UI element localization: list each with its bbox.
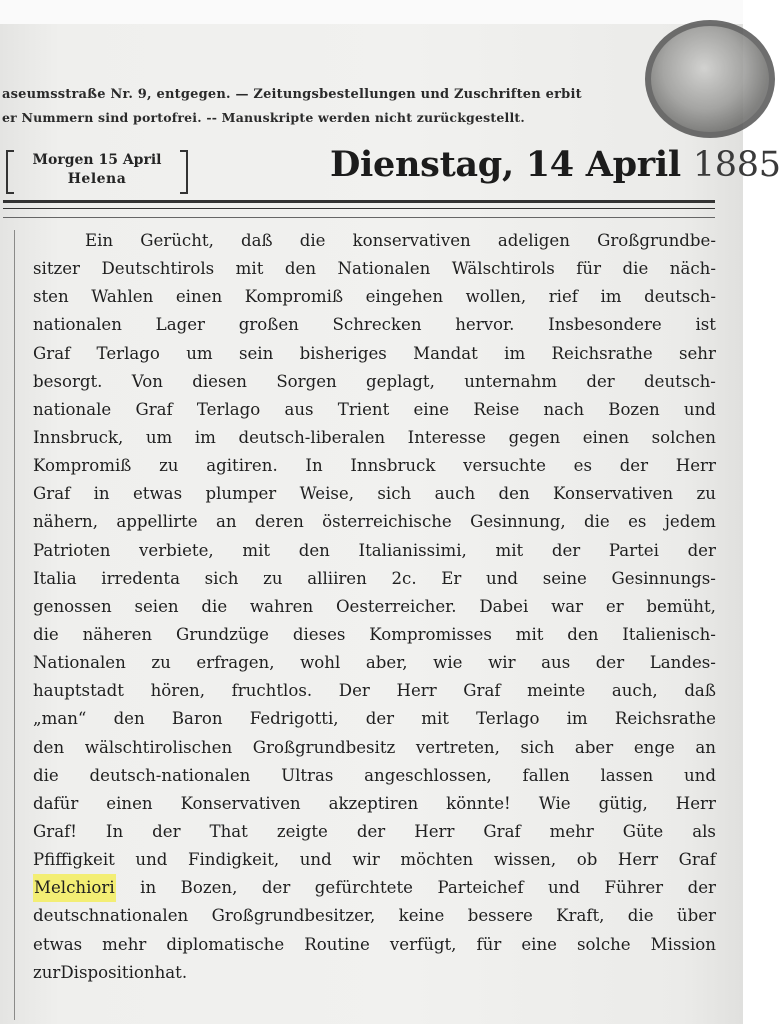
right-bracket <box>180 150 188 194</box>
article-line: nationalen Lager großen Schrecken hervor. Insbesondere ist <box>33 315 716 335</box>
article-line: dafür einen Konservativen akzeptiren könnte! Wie gütig, Herr <box>33 793 716 813</box>
publisher-notice-line-2: er Nummern sind portofrei. -- Manuskripte werden nicht zurückgestellt. <box>2 110 525 125</box>
issue-year: 1885 <box>692 145 781 185</box>
article-line: sten Wahlen einen Kompromiß eingehen wollen, rief im deutsch- <box>33 287 716 307</box>
heading-rule-thin <box>3 208 715 209</box>
article-line: Patrioten verbiete, mit den Italianissimi, mit der Partei der <box>33 540 716 560</box>
article-line: Nationalen zu erfragen, wohl aber, wie wir aus der Landes- <box>33 653 716 673</box>
article-line: Italia irredenta sich zu alliiren 2c. Er und seine Gesinnungs- <box>33 568 716 588</box>
article-line: zurDispositionhat. <box>33 962 188 982</box>
issue-weekday-date: Dienstag, 14 April <box>330 144 681 185</box>
article-line: die deutsch-nationalen Ultras angeschlossen, fallen lassen und <box>33 765 716 785</box>
article-line: hauptstadt hören, fruchtlos. Der Herr Graf meinte auch, daß <box>33 681 716 701</box>
next-day-date: Morgen 15 April <box>32 152 162 168</box>
article-line: Graf in etwas plumper Weise, sich auch den Konservativen zu <box>33 484 716 504</box>
article-body <box>33 227 716 987</box>
heading-rule-thick <box>3 200 715 203</box>
article-line: Pfiffigkeit und Findigkeit, und wir möchten wissen, ob Herr Graf <box>33 850 716 870</box>
highlighted-name: Melchiori <box>33 874 116 902</box>
article-line: die näheren Grundzüge dieses Kompromisses mit den Italienisch- <box>33 624 716 644</box>
issue-date-heading <box>330 144 781 194</box>
article-line: Ein Gerücht, daß die konservativen adeligen Großgrundbe- <box>85 231 716 250</box>
article-line: nationale Graf Terlago aus Trient eine Reise nach Bozen und <box>33 399 716 419</box>
article-line: genossen seien die wahren Oesterreicher. Dabei war er bemüht, <box>33 596 716 616</box>
article-line: Graf! In der That zeigte der Herr Graf mehr Güte als <box>33 821 716 841</box>
calendar-date-box <box>6 150 188 194</box>
article-line: sitzer Deutschtirols mit den Nationalen Wälschtirols für die näch- <box>33 259 716 279</box>
publisher-notice-line-1: aseumsstraße Nr. 9, entgegen. — Zeitungsbestellungen und Zuschriften erbit <box>2 87 582 102</box>
article-line: Melchiori in Bozen, der gefürchtete Parteichef und Führer der <box>33 874 716 902</box>
library-stamp <box>645 20 775 138</box>
article-line: etwas mehr diplomatische Routine verfügt, für eine solche Mission <box>33 934 716 954</box>
saint-name: Helena <box>67 171 127 187</box>
article-line: „man“ den Baron Fedrigotti, der mit Terlago im Reichsrathe <box>33 709 716 729</box>
article-line: deutschnationalen Großgrundbesitzer, keine bessere Kraft, die über <box>33 906 716 926</box>
article-line: den wälschtirolischen Großgrundbesitz vertreten, sich aber enge an <box>33 737 716 757</box>
article-line: besorgt. Von diesen Sorgen geplagt, unternahm der deutsch- <box>33 371 716 391</box>
article-line: Innsbruck, um im deutsch-liberalen Interesse gegen einen solchen <box>33 427 716 447</box>
left-bracket <box>6 150 14 194</box>
column-divider <box>14 230 15 1020</box>
article-line: Graf Terlago um sein bisheriges Mandat im Reichsrathe sehr <box>33 343 716 363</box>
article-line: nähern, appellirte an deren österreichische Gesinnung, die es jedem <box>33 512 716 532</box>
article-line: Kompromiß zu agitiren. In Innsbruck versuchte es der Herr <box>33 456 716 476</box>
top-margin <box>0 0 743 24</box>
heading-rule-lower <box>3 217 715 218</box>
